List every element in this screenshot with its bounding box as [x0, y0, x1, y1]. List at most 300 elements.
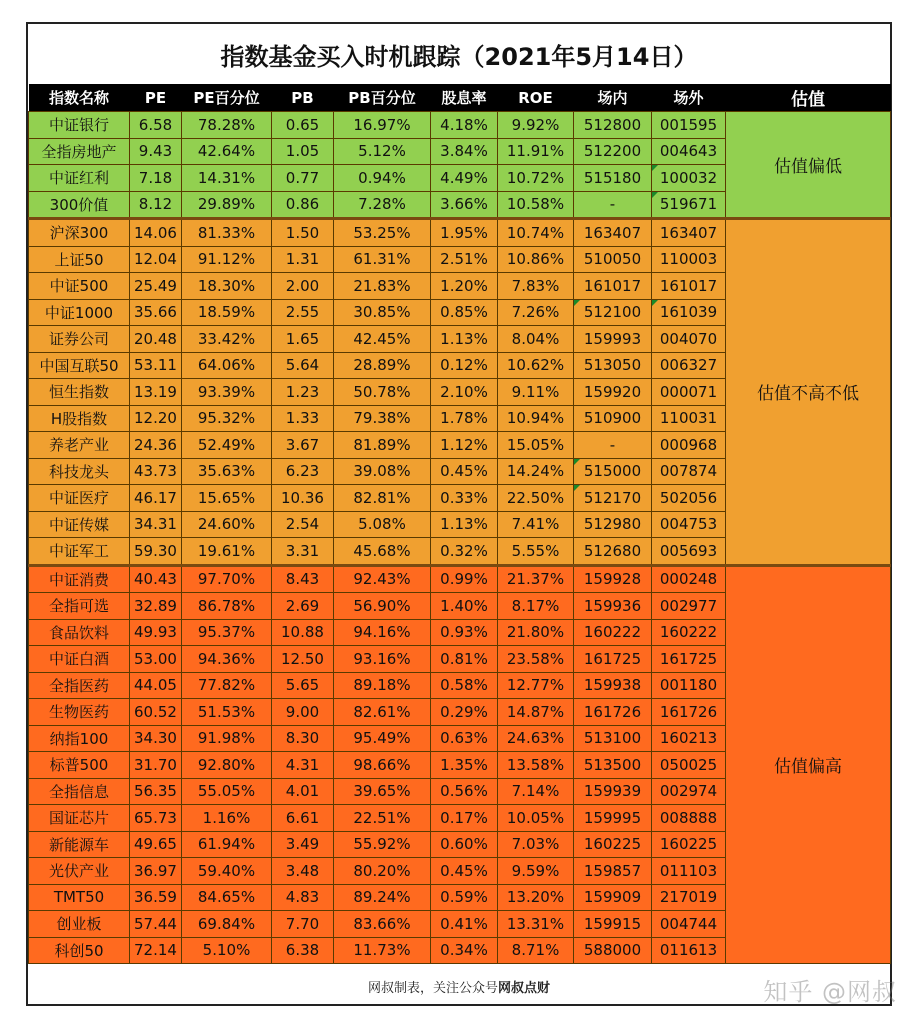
- table-cell: 10.74%: [498, 219, 574, 247]
- table-cell: 12.20: [130, 405, 182, 432]
- table-cell: 16.97%: [334, 112, 431, 139]
- table-cell: 1.13%: [431, 326, 498, 353]
- table-cell: 011613: [652, 937, 726, 964]
- table-cell: 7.14%: [498, 778, 574, 805]
- table-cell: 0.59%: [431, 884, 498, 911]
- table-cell: 4.18%: [431, 112, 498, 139]
- table-cell: 3.66%: [431, 191, 498, 219]
- table-cell: 8.12: [130, 191, 182, 219]
- table-cell: 中证红利: [29, 165, 130, 192]
- table-cell: 3.67: [272, 432, 334, 459]
- table-cell: 28.89%: [334, 352, 431, 379]
- table-cell: 0.93%: [431, 619, 498, 646]
- table-cell: 51.53%: [182, 699, 272, 726]
- table-cell: 92.80%: [182, 752, 272, 779]
- table-cell: 2.10%: [431, 379, 498, 406]
- table-cell: 中证传媒: [29, 511, 130, 538]
- table-cell: 全指医药: [29, 672, 130, 699]
- table-cell: 81.89%: [334, 432, 431, 459]
- table-cell: 0.32%: [431, 538, 498, 566]
- table-cell: 45.68%: [334, 538, 431, 566]
- table-cell: 10.62%: [498, 352, 574, 379]
- table-cell: 159915: [574, 911, 652, 938]
- table-cell: 159928: [574, 565, 652, 593]
- table-cell: 050025: [652, 752, 726, 779]
- table-cell: 78.28%: [182, 112, 272, 139]
- table-cell: 011103: [652, 858, 726, 885]
- header-pe: PE: [130, 84, 182, 112]
- table-cell: 006327: [652, 352, 726, 379]
- table-cell: 42.64%: [182, 138, 272, 165]
- table-cell: 14.06: [130, 219, 182, 247]
- table-cell: 13.58%: [498, 752, 574, 779]
- table-cell: 2.54: [272, 511, 334, 538]
- table-cell: 91.98%: [182, 725, 272, 752]
- table-cell: 65.73: [130, 805, 182, 832]
- table-cell: 6.61: [272, 805, 334, 832]
- table-cell: 国证芯片: [29, 805, 130, 832]
- table-cell: 沪深300: [29, 219, 130, 247]
- table-cell: 中证军工: [29, 538, 130, 566]
- table-cell: 4.31: [272, 752, 334, 779]
- table-cell: 食品饮料: [29, 619, 130, 646]
- table-cell: 10.86%: [498, 246, 574, 273]
- table-cell: 161017: [574, 273, 652, 300]
- table-cell: 6.58: [130, 112, 182, 139]
- table-cell: 7.70: [272, 911, 334, 938]
- table-cell: 513100: [574, 725, 652, 752]
- table-cell: 14.24%: [498, 458, 574, 485]
- table-cell: 39.65%: [334, 778, 431, 805]
- table-cell: 科技龙头: [29, 458, 130, 485]
- table-cell: 15.65%: [182, 485, 272, 512]
- header-name: 指数名称: [29, 84, 130, 112]
- table-cell: 8.04%: [498, 326, 574, 353]
- table-cell: 证券公司: [29, 326, 130, 353]
- table-cell: 160213: [652, 725, 726, 752]
- table-cell: 29.89%: [182, 191, 272, 219]
- table-cell: 0.41%: [431, 911, 498, 938]
- table-cell: 95.49%: [334, 725, 431, 752]
- table-cell: 全指可选: [29, 593, 130, 620]
- table-cell: 8.43: [272, 565, 334, 593]
- table-cell: 39.08%: [334, 458, 431, 485]
- table-cell: 49.93: [130, 619, 182, 646]
- table-cell: 10.36: [272, 485, 334, 512]
- table-cell: 513500: [574, 752, 652, 779]
- table-cell: 512170: [574, 485, 652, 512]
- table-cell: 3.48: [272, 858, 334, 885]
- valuation-label: 估值偏低: [726, 112, 891, 219]
- table-cell: 1.78%: [431, 405, 498, 432]
- table-cell: 94.16%: [334, 619, 431, 646]
- table-cell: 159909: [574, 884, 652, 911]
- table-cell: 002974: [652, 778, 726, 805]
- table-cell: 1.40%: [431, 593, 498, 620]
- table-cell: 0.12%: [431, 352, 498, 379]
- table-cell: 000968: [652, 432, 726, 459]
- table-cell: 9.43: [130, 138, 182, 165]
- table-cell: 159993: [574, 326, 652, 353]
- table-cell: 81.33%: [182, 219, 272, 247]
- table-cell: 1.65: [272, 326, 334, 353]
- table-cell: 53.25%: [334, 219, 431, 247]
- table-cell: 1.35%: [431, 752, 498, 779]
- table-cell: 0.81%: [431, 646, 498, 673]
- table-cell: 512800: [574, 112, 652, 139]
- table-cell: 18.30%: [182, 273, 272, 300]
- table-cell: 2.51%: [431, 246, 498, 273]
- table-cell: 14.87%: [498, 699, 574, 726]
- table-cell: 0.86: [272, 191, 334, 219]
- table-cell: 7.83%: [498, 273, 574, 300]
- valuation-table: [28, 84, 891, 964]
- table-cell: 82.61%: [334, 699, 431, 726]
- table-cell: 9.59%: [498, 858, 574, 885]
- table-cell: 22.51%: [334, 805, 431, 832]
- table-cell: 15.05%: [498, 432, 574, 459]
- table-cell: 7.26%: [498, 299, 574, 326]
- table-cell: 161726: [652, 699, 726, 726]
- table-cell: 5.64: [272, 352, 334, 379]
- table-cell: 53.11: [130, 352, 182, 379]
- table-cell: 5.55%: [498, 538, 574, 566]
- table-cell: 43.73: [130, 458, 182, 485]
- table-cell: 2.69: [272, 593, 334, 620]
- table-row: [29, 112, 891, 139]
- table-cell: 3.49: [272, 831, 334, 858]
- table-cell: 11.91%: [498, 138, 574, 165]
- table-cell: 2.00: [272, 273, 334, 300]
- footer-prefix: 网叔制表，关注公众号: [367, 980, 498, 996]
- table-cell: 161039: [652, 299, 726, 326]
- table-cell: 159938: [574, 672, 652, 699]
- table-cell: 科创50: [29, 937, 130, 964]
- table-cell: 9.00: [272, 699, 334, 726]
- table-cell: 24.63%: [498, 725, 574, 752]
- table-cell: 93.16%: [334, 646, 431, 673]
- table-cell: 7.18: [130, 165, 182, 192]
- table-cell: 80.20%: [334, 858, 431, 885]
- table-cell: 8.30: [272, 725, 334, 752]
- table-cell: -: [574, 432, 652, 459]
- header-pe-percentile: PE百分位: [182, 84, 272, 112]
- table-cell: 159995: [574, 805, 652, 832]
- table-cell: 31.70: [130, 752, 182, 779]
- table-cell: 40.43: [130, 565, 182, 593]
- table-cell: 13.19: [130, 379, 182, 406]
- table-cell: 007874: [652, 458, 726, 485]
- table-cell: 7.03%: [498, 831, 574, 858]
- table-cell: 36.97: [130, 858, 182, 885]
- table-cell: 300价值: [29, 191, 130, 219]
- table-cell: 9.92%: [498, 112, 574, 139]
- table-cell: 50.78%: [334, 379, 431, 406]
- table-cell: 56.35: [130, 778, 182, 805]
- table-cell: 83.66%: [334, 911, 431, 938]
- table-cell: 恒生指数: [29, 379, 130, 406]
- table-cell: 10.58%: [498, 191, 574, 219]
- header-offexchange: 场外: [652, 84, 726, 112]
- table-cell: 001595: [652, 112, 726, 139]
- table-cell: 161725: [652, 646, 726, 673]
- table-cell: 64.06%: [182, 352, 272, 379]
- table-cell: 34.30: [130, 725, 182, 752]
- table-cell: 34.31: [130, 511, 182, 538]
- footer: [28, 968, 890, 1004]
- table-cell: 52.49%: [182, 432, 272, 459]
- table-cell: 6.38: [272, 937, 334, 964]
- table-cell: 1.95%: [431, 219, 498, 247]
- table-cell: 新能源车: [29, 831, 130, 858]
- page-title: 指数基金买入时机跟踪（2021年5月14日）: [220, 42, 698, 71]
- table-cell: 42.45%: [334, 326, 431, 353]
- table-cell: 512980: [574, 511, 652, 538]
- table-cell: 510900: [574, 405, 652, 432]
- table-cell: 11.73%: [334, 937, 431, 964]
- header-dividend-yield: 股息率: [431, 84, 498, 112]
- table-cell: 100032: [652, 165, 726, 192]
- table-cell: 53.00: [130, 646, 182, 673]
- table-cell: 6.23: [272, 458, 334, 485]
- table-cell: 5.08%: [334, 511, 431, 538]
- table-cell: 82.81%: [334, 485, 431, 512]
- table-cell: 160225: [652, 831, 726, 858]
- table-cell: 10.72%: [498, 165, 574, 192]
- table-cell: 24.60%: [182, 511, 272, 538]
- table-cell: 005693: [652, 538, 726, 566]
- table-cell: 110003: [652, 246, 726, 273]
- table-cell: 中证消费: [29, 565, 130, 593]
- table-cell: 159936: [574, 593, 652, 620]
- table-cell: 0.77: [272, 165, 334, 192]
- table-cell: -: [574, 191, 652, 219]
- table-cell: 512200: [574, 138, 652, 165]
- table-cell: 95.37%: [182, 619, 272, 646]
- table-cell: 515000: [574, 458, 652, 485]
- table-cell: 69.84%: [182, 911, 272, 938]
- table-cell: 61.94%: [182, 831, 272, 858]
- table-cell: 92.43%: [334, 565, 431, 593]
- table-cell: 32.89: [130, 593, 182, 620]
- table-cell: 10.88: [272, 619, 334, 646]
- table-cell: 上证50: [29, 246, 130, 273]
- table-cell: 0.17%: [431, 805, 498, 832]
- table-cell: 004643: [652, 138, 726, 165]
- table-cell: 0.45%: [431, 858, 498, 885]
- table-cell: 养老产业: [29, 432, 130, 459]
- table-cell: 512680: [574, 538, 652, 566]
- table-cell: 21.37%: [498, 565, 574, 593]
- table-cell: 1.05: [272, 138, 334, 165]
- table-cell: 纳指100: [29, 725, 130, 752]
- table-cell: 10.94%: [498, 405, 574, 432]
- table-cell: 33.42%: [182, 326, 272, 353]
- table-cell: 7.41%: [498, 511, 574, 538]
- table-cell: 12.04: [130, 246, 182, 273]
- table-cell: 中证1000: [29, 299, 130, 326]
- table-cell: 161017: [652, 273, 726, 300]
- table-cell: 44.05: [130, 672, 182, 699]
- table-cell: 4.49%: [431, 165, 498, 192]
- table-cell: 56.90%: [334, 593, 431, 620]
- table-cell: 77.82%: [182, 672, 272, 699]
- table-cell: 159857: [574, 858, 652, 885]
- table-cell: 0.56%: [431, 778, 498, 805]
- table-cell: 22.50%: [498, 485, 574, 512]
- table-cell: 中国互联50: [29, 352, 130, 379]
- table-cell: 9.11%: [498, 379, 574, 406]
- table-cell: 35.63%: [182, 458, 272, 485]
- table-cell: 519671: [652, 191, 726, 219]
- table-cell: 30.85%: [334, 299, 431, 326]
- table-cell: 5.12%: [334, 138, 431, 165]
- table-cell: 84.65%: [182, 884, 272, 911]
- table-cell: 1.23: [272, 379, 334, 406]
- table-cell: 0.29%: [431, 699, 498, 726]
- table-cell: 86.78%: [182, 593, 272, 620]
- table-cell: 004070: [652, 326, 726, 353]
- table-cell: 10.05%: [498, 805, 574, 832]
- table-cell: 97.70%: [182, 565, 272, 593]
- table-cell: 中证银行: [29, 112, 130, 139]
- valuation-label: 估值偏高: [726, 565, 891, 964]
- table-cell: 中证白酒: [29, 646, 130, 673]
- table-cell: 20.48: [130, 326, 182, 353]
- table-cell: 89.24%: [334, 884, 431, 911]
- table-cell: 21.83%: [334, 273, 431, 300]
- table-cell: 创业板: [29, 911, 130, 938]
- table-cell: 18.59%: [182, 299, 272, 326]
- table-cell: 59.40%: [182, 858, 272, 885]
- table-cell: 8.71%: [498, 937, 574, 964]
- table-cell: 004744: [652, 911, 726, 938]
- watermark: 知乎 @网叔: [763, 978, 897, 1006]
- table-cell: 93.39%: [182, 379, 272, 406]
- table-cell: 0.60%: [431, 831, 498, 858]
- table-cell: 0.99%: [431, 565, 498, 593]
- table-cell: 163407: [574, 219, 652, 247]
- table-cell: 23.58%: [498, 646, 574, 673]
- table-cell: 35.66: [130, 299, 182, 326]
- table-cell: 160225: [574, 831, 652, 858]
- table-cell: 72.14: [130, 937, 182, 964]
- table-cell: 163407: [652, 219, 726, 247]
- header-onexchange: 场内: [574, 84, 652, 112]
- table-cell: 55.05%: [182, 778, 272, 805]
- table-cell: TMT50: [29, 884, 130, 911]
- table-cell: 0.65: [272, 112, 334, 139]
- table-cell: 4.83: [272, 884, 334, 911]
- table-cell: 515180: [574, 165, 652, 192]
- table-cell: 159920: [574, 379, 652, 406]
- table-cell: 217019: [652, 884, 726, 911]
- table-cell: 161725: [574, 646, 652, 673]
- table-cell: 5.65: [272, 672, 334, 699]
- table-cell: 1.13%: [431, 511, 498, 538]
- header-pb-percentile: PB百分位: [334, 84, 431, 112]
- table-body: [29, 112, 891, 964]
- table-cell: 7.28%: [334, 191, 431, 219]
- table-cell: 502056: [652, 485, 726, 512]
- table-cell: 13.20%: [498, 884, 574, 911]
- table-cell: 61.31%: [334, 246, 431, 273]
- table-cell: 中证500: [29, 273, 130, 300]
- table-cell: 0.33%: [431, 485, 498, 512]
- table-cell: 94.36%: [182, 646, 272, 673]
- table-cell: 21.80%: [498, 619, 574, 646]
- table-cell: 2.55: [272, 299, 334, 326]
- table-cell: 全指房地产: [29, 138, 130, 165]
- table-cell: 5.10%: [182, 937, 272, 964]
- header-roe: ROE: [498, 84, 574, 112]
- table-cell: 160222: [574, 619, 652, 646]
- table-cell: 0.58%: [431, 672, 498, 699]
- table-cell: 110031: [652, 405, 726, 432]
- table-cell: 13.31%: [498, 911, 574, 938]
- table-cell: 46.17: [130, 485, 182, 512]
- table-cell: 0.34%: [431, 937, 498, 964]
- table-cell: 标普500: [29, 752, 130, 779]
- table-cell: 25.49: [130, 273, 182, 300]
- table-cell: 160222: [652, 619, 726, 646]
- table-cell: 8.17%: [498, 593, 574, 620]
- table-cell: 008888: [652, 805, 726, 832]
- table-cell: 12.77%: [498, 672, 574, 699]
- table-cell: 159939: [574, 778, 652, 805]
- table-cell: 004753: [652, 511, 726, 538]
- table-frame: [26, 22, 892, 1006]
- table-cell: 55.92%: [334, 831, 431, 858]
- table-cell: 49.65: [130, 831, 182, 858]
- table-cell: 95.32%: [182, 405, 272, 432]
- table-cell: 89.18%: [334, 672, 431, 699]
- table-cell: 002977: [652, 593, 726, 620]
- table-cell: 3.31: [272, 538, 334, 566]
- table-cell: 79.38%: [334, 405, 431, 432]
- table-cell: 中证医疗: [29, 485, 130, 512]
- table-cell: 14.31%: [182, 165, 272, 192]
- table-cell: 12.50: [272, 646, 334, 673]
- table-cell: 4.01: [272, 778, 334, 805]
- table-cell: 001180: [652, 672, 726, 699]
- table-row: [29, 565, 891, 593]
- table-cell: 24.36: [130, 432, 182, 459]
- table-cell: 0.94%: [334, 165, 431, 192]
- table-cell: 512100: [574, 299, 652, 326]
- table-cell: 60.52: [130, 699, 182, 726]
- table-cell: 000248: [652, 565, 726, 593]
- table-cell: 161726: [574, 699, 652, 726]
- header-row: [29, 84, 891, 112]
- table-cell: 19.61%: [182, 538, 272, 566]
- header-valuation: 估值: [726, 84, 891, 112]
- valuation-label: 估值不高不低: [726, 219, 891, 566]
- table-row: [29, 219, 891, 247]
- table-cell: 0.63%: [431, 725, 498, 752]
- table-cell: 000071: [652, 379, 726, 406]
- footer-account: 网叔点财: [498, 980, 551, 996]
- table-cell: 91.12%: [182, 246, 272, 273]
- table-cell: 0.45%: [431, 458, 498, 485]
- table-cell: 3.84%: [431, 138, 498, 165]
- table-cell: 光伏产业: [29, 858, 130, 885]
- header-pb: PB: [272, 84, 334, 112]
- table-cell: 36.59: [130, 884, 182, 911]
- table-cell: 588000: [574, 937, 652, 964]
- table-cell: 1.12%: [431, 432, 498, 459]
- table-cell: 生物医药: [29, 699, 130, 726]
